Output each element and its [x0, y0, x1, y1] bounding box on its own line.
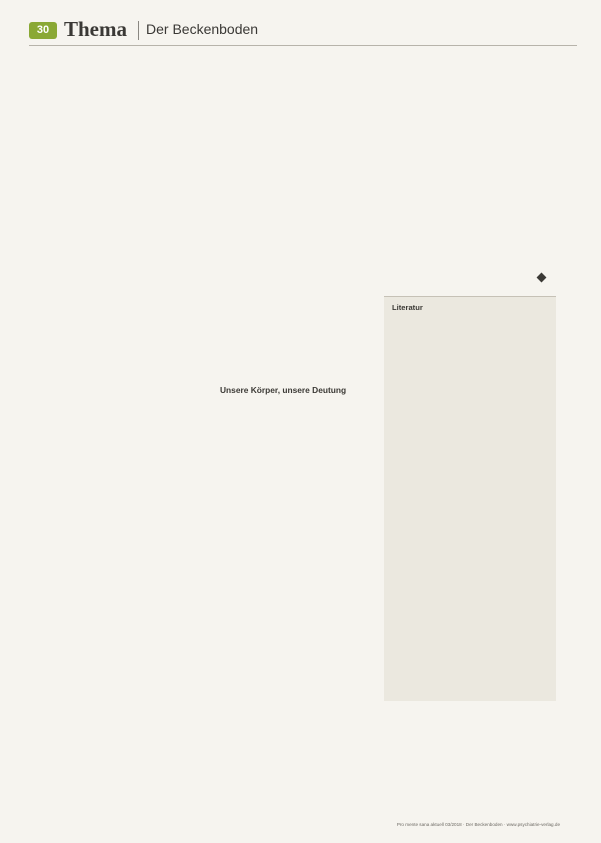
text-column-1 — [48, 72, 208, 790]
literature-list — [392, 316, 550, 696]
header-divider — [138, 21, 139, 40]
page-number: 30 — [29, 22, 57, 39]
header-subtitle: Der Beckenboden — [146, 21, 259, 37]
header-title: Thema — [64, 17, 127, 41]
page-footer: Pro mente sana aktuell 03/2018 · Der Beckenboden · www.psychiatrie-verlag.de — [396, 822, 560, 827]
text-column-3 — [392, 72, 552, 270]
header-rule — [29, 45, 577, 46]
text-column-2-continued — [220, 402, 380, 790]
article-end-mark-icon — [537, 273, 547, 283]
section-heading: Unsere Körper, unsere Deutung — [220, 385, 347, 395]
literature-heading: Literatur — [392, 303, 423, 312]
text-column-2 — [220, 72, 380, 372]
